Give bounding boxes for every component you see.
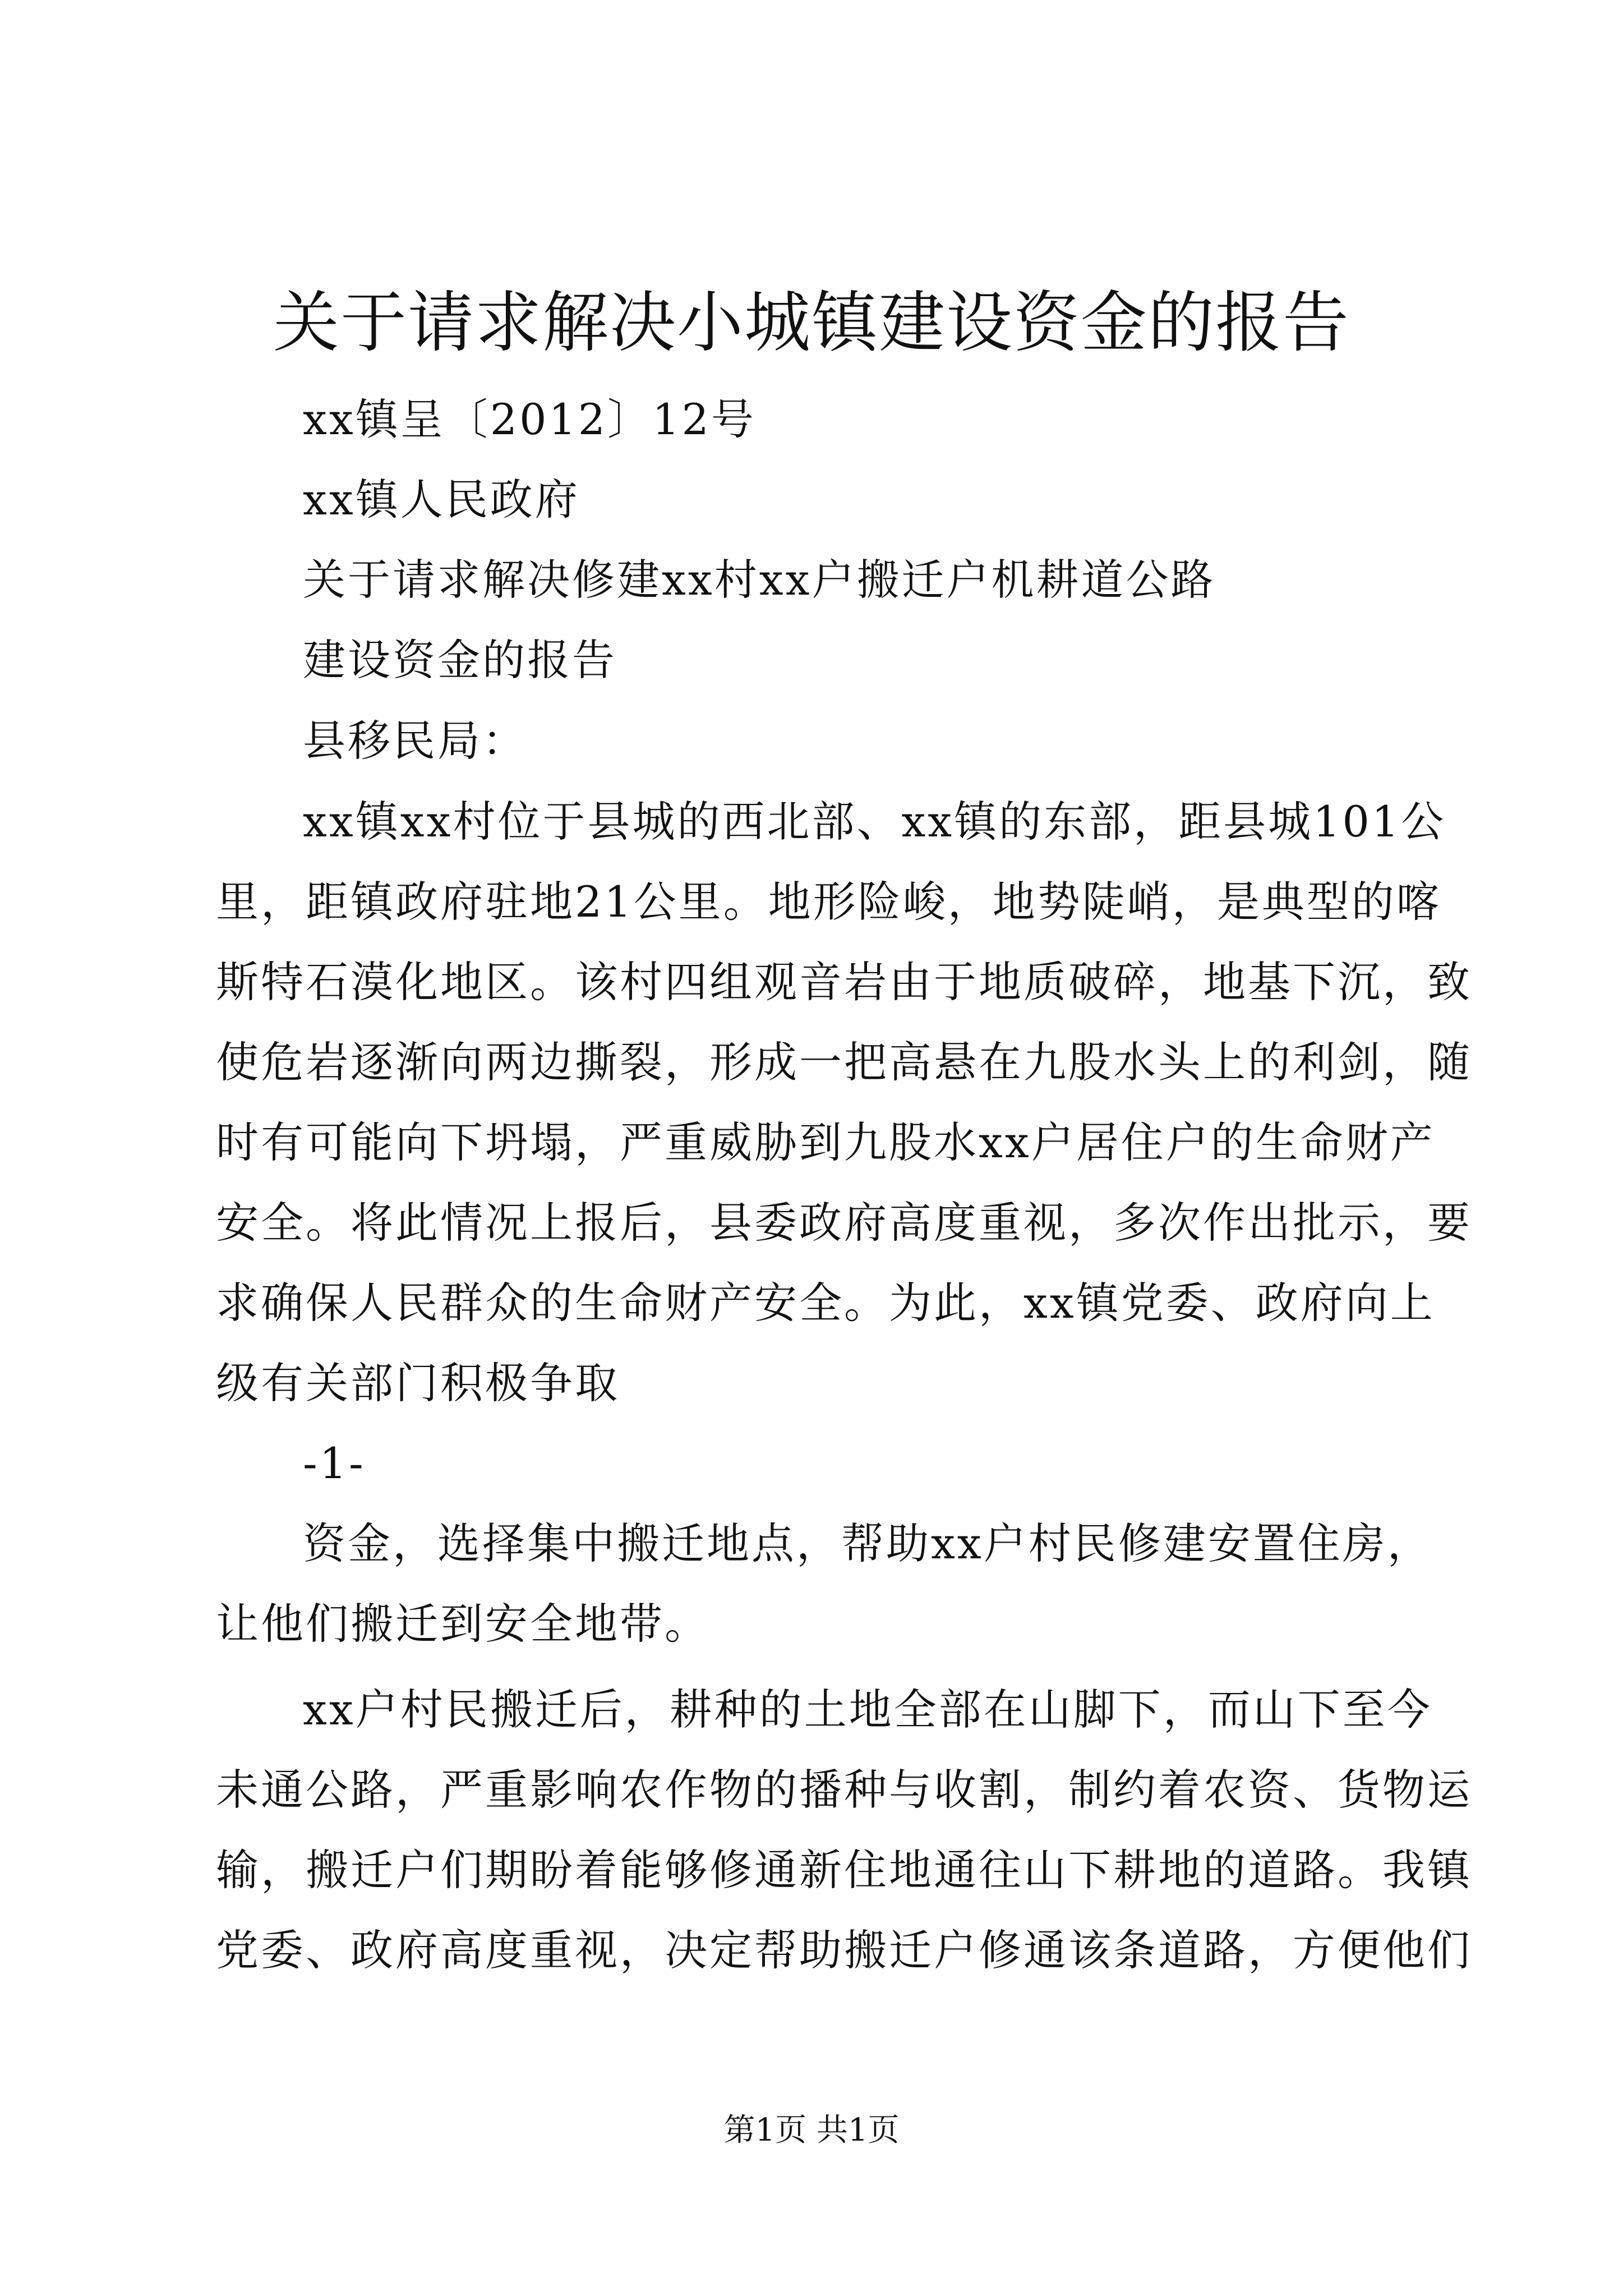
- page-footer: 第1页 共1页: [723, 2112, 900, 2148]
- document-number: xx镇呈〔2012〕12号: [303, 394, 756, 444]
- paragraph-3-line: 输，搬迁户们期盼着能够修通新住地通往山下耕地的道路。我镇: [216, 1845, 1472, 1895]
- paragraph-3-line: xx户村民搬迁后，耕种的土地全部在山脚下，而山下至今: [303, 1685, 1432, 1734]
- subject-line-2: 建设资金的报告: [303, 635, 617, 685]
- paragraph-1-line: 级有关部门积极争取: [216, 1358, 620, 1408]
- paragraph-2-line: 让他们搬迁到安全地带。: [216, 1599, 709, 1649]
- paragraph-2-line: 资金，选择集中搬迁地点，帮助xx户村民修建安置住房，: [303, 1519, 1432, 1568]
- inline-page-marker: -1-: [303, 1438, 366, 1488]
- paragraph-1-line: 时有可能向下坍塌，严重威胁到九股水xx户居住户的生命财产: [216, 1117, 1435, 1167]
- paragraph-1-line: 使危岩逐渐向两边撕裂，形成一把高悬在九股水头上的利剑，随: [216, 1037, 1472, 1087]
- paragraph-1-line: 里，距镇政府驻地21公里。地形险峻，地势陡峭，是典型的喀: [216, 877, 1441, 927]
- paragraph-3-line: 党委、政府高度重视，决定帮助搬迁户修通该条道路，方便他们: [216, 1925, 1472, 1975]
- paragraph-1-line: 斯特石漠化地区。该村四组观音岩由于地质破碎，地基下沉，致: [216, 957, 1472, 1007]
- subject-line-1: 关于请求解决修建xx村xx户搬迁户机耕道公路: [303, 555, 1216, 605]
- paragraph-1-line: 求确保人民群众的生命财产安全。为此，xx镇党委、政府向上: [216, 1278, 1435, 1328]
- paragraph-1-line: xx镇xx村位于县城的西北部、xx镇的东部，距县城101公: [303, 797, 1446, 846]
- paragraph-3-line: 未通公路，严重影响农作物的播种与收割，制约着农资、货物运: [216, 1765, 1472, 1815]
- issuer-name: xx镇人民政府: [303, 475, 580, 524]
- addressee: 县移民局：: [303, 716, 527, 766]
- document-title: 关于请求解决小城镇建设资金的报告: [273, 284, 1350, 361]
- paragraph-1-line: 安全。将此情况上报后，县委政府高度重视，多次作出批示，要: [216, 1198, 1472, 1248]
